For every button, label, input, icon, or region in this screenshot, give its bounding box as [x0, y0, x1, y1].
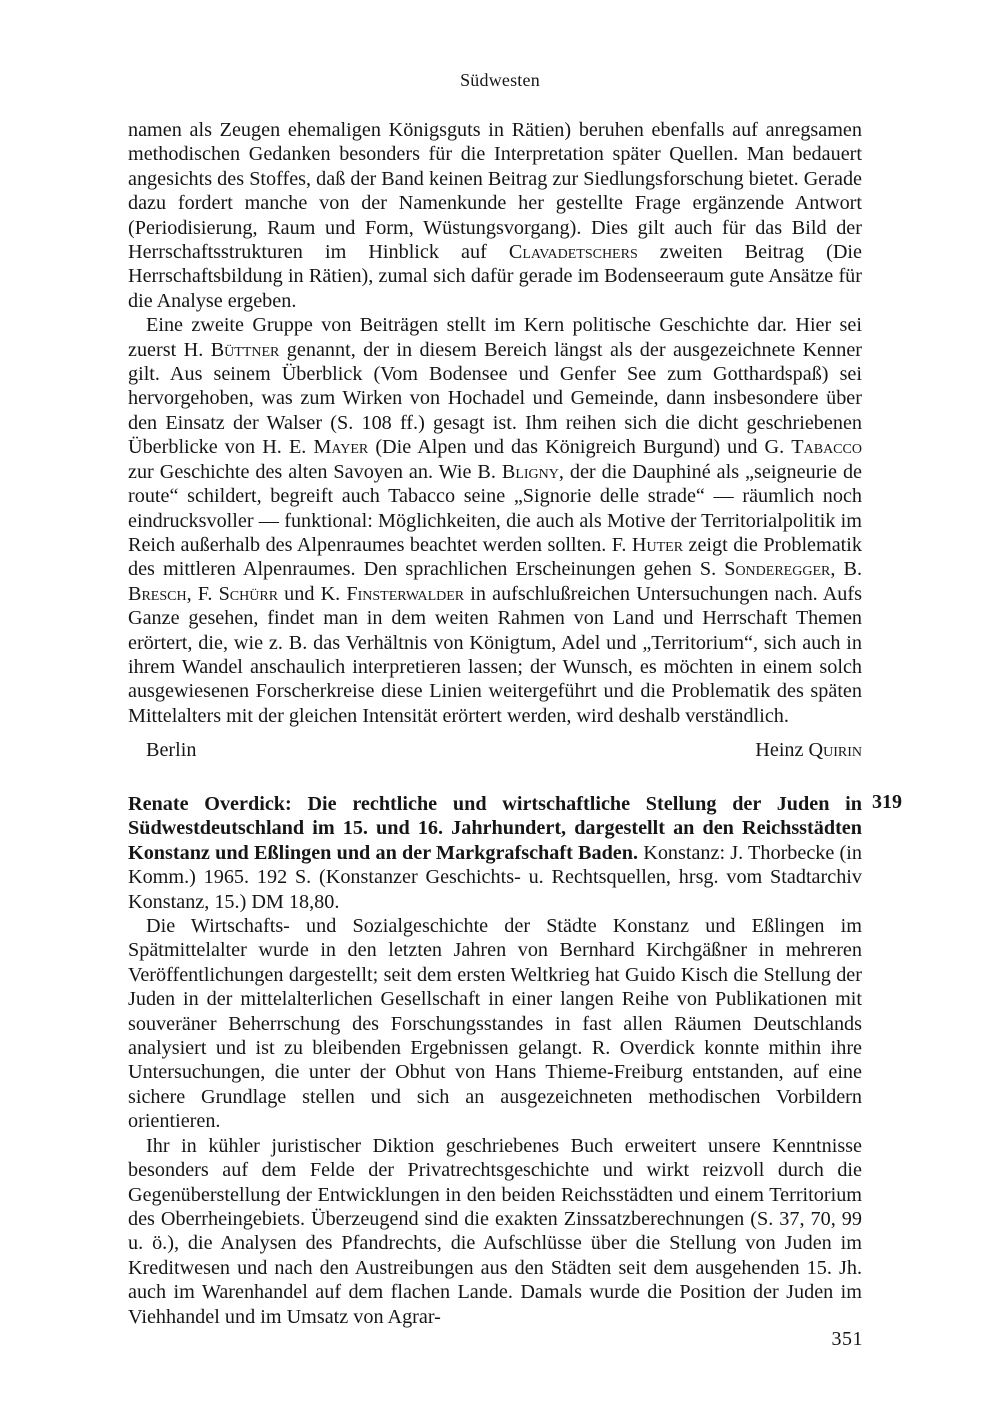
author-name-smallcaps: Tabacco [791, 436, 862, 459]
author-name-smallcaps: Mayer [313, 436, 369, 459]
text-run: , der die Dauphiné als „seigneurie de route“ schildert, begreift auch Tabacco seine „Signorie delle strade“ — räumlich noch eindrucksvoller — funktional: Möglichkeiten, die auch als Motive der Territorialpolitik im Reich außerhalb des Alpenraumes beachtet werden sollten. F. [128, 460, 862, 556]
review-number: 319 [872, 791, 902, 813]
text-run: in aufschlußreichen Untersuchungen nach. Aufs Ganze gesehen, findet man in dem weiten Rahmen von Land und Herrschaft Themen erörtert, die, wie z. B. das Verhältnis von Königtum, Adel und „Territorium“, sich auch in ihrem Wandel anschaulich interpretieren lassen; der Wunsch, es möchten in einem solch ausgewiesenen Forscherkreise diese Linien weitergeführt und die Problematik des späten Mittelalters mit der gleichen Intensität erörtert werden, wird deshalb verständlich. [128, 582, 862, 727]
paragraph [128, 118, 862, 313]
text-run: und K. [278, 582, 347, 605]
text-run: zweiten Beitrag (Die Herrschaftsbildung in Rätien), zumal sich dafür gerade im Bodenseeraum gute Ansätze für die Analyse ergeben. [128, 241, 862, 312]
paragraph: Die Wirtschafts- und Sozialgeschichte der Städte Konstanz und Eßlingen im Spätmittelalter wurde in den letzten Jahren von Bernhard Kirchgäßner in mehreren Veröffentlichungen dargestellt; seit dem ersten Weltkrieg hat Guido Kisch die Stellung der Juden in der mittelalterlichen Gesellschaft in einer langen Reihe von Publikationen mit souveräner Beherrschung des Forschungsstandes in fast allen Räumen Deutschlands analysiert und ist zu bleibenden Ergebnissen gelangt. R. Overdick konnte mithin ihre Untersuchungen, die unter der Obhut von Hans Thieme-Freiburg entstanden, auf eine sichere Grundlage stellen und sich an ausgezeichneten methodischen Vorbildern orientieren. [128, 915, 862, 1133]
text-run: zur Geschichte des alten Savoyen an. Wie B. [128, 460, 502, 483]
reviewer-last-name: Quirin [808, 739, 862, 761]
review-overdick [128, 792, 862, 1329]
review-title: Renate Overdick: Die rechtliche und wirtschaftliche Stellung der Juden in Südwestdeutschland im 15. und 16. Jahrhundert, dargestellt an den Reichsstädten Konstanz und Eßlingen und an der Markgrafschaft Baden. [128, 793, 862, 864]
text-run: namen als Zeugen ehemaligen Königsguts in Rätien) beruhen ebenfalls auf anregsamen methodischen Gedanken besonders für die Interpretation später Quellen. Man bedauert angesichts des Stoffes, daß der Band keinen Beitrag zur Siedlungsforschung bietet. Gerade dazu fordert manche von der Namenkunde her gestellte Frage ergänzende Antwort (Periodisierung, Raum und Form, Wüstungsvorgang). Dies gilt auch für das Bild der Herrschaftsstrukturen im Hinblick auf [128, 119, 862, 264]
author-name-smallcaps: Finsterwalder [346, 582, 465, 605]
text-run: , F. [186, 582, 219, 605]
author-name-smallcaps: Büttner [210, 338, 280, 361]
text-run: Eine zweite Gruppe von Beiträgen stellt im Kern politische Geschichte dar. Hier sei zuerst H. [128, 314, 862, 361]
text-run: zeigt die Problematik des mittleren Alpenraumes. Den sprachlichen Erscheinungen gehen S. [128, 533, 862, 581]
review-continuation [128, 118, 862, 728]
bibliographic-details: Konstanz: J. Thorbecke (in Komm.) 1965. 192 S. (Konstanzer Geschichts- u. Rechtsquellen, hrsg. vom Stadtarchiv Konstanz, 15.) DM 18,80. [128, 841, 862, 913]
reviewer-name [755, 738, 862, 762]
running-head: Südwesten [460, 70, 540, 90]
paragraph [128, 313, 862, 728]
author-name-smallcaps: Clavadetschers [508, 241, 638, 264]
author-name-smallcaps: Huter [631, 533, 684, 556]
paragraph: Ihr in kühler juristischer Diktion geschriebenes Buch erweitert unsere Kenntnisse besonders auf dem Felde der Privatrechtsgeschichte und wirkt reizvoll durch die Gegenüberstellung der Entwicklungen in den beiden Reichsstädten und einem Territorium des Oberrheingebiets. Überzeugend sind die exakten Zinssatzberechnungen (S. 37, 70, 99 u. ö.), die Analysen des Pfandrechts, die Aufschlüsse über die Stellung von Juden im Kreditwesen und nach den Austreibungen aus den Städten seit dem ausgehenden 15. Jh. auch im Warenhandel auf dem flachen Lande. Damals wurde die Position der Juden im Viehhandel und im Umsatz von Agrar- [128, 1134, 862, 1328]
author-name-smallcaps: Schürr [218, 582, 279, 605]
reviewer-first-name: Heinz [755, 739, 809, 761]
author-name-smallcaps: Bresch [128, 582, 187, 605]
author-name-smallcaps: Bligny [501, 460, 559, 483]
page-number: 351 [831, 1328, 863, 1350]
review-heading [128, 792, 862, 914]
text-run: , B. [830, 558, 862, 581]
reviewer-place: Berlin [146, 739, 197, 761]
text-run: (Die Alpen und das Königreich Burgund) und G. [368, 436, 792, 459]
text-run: genannt, der in diesem Bereich längst als der ausgezeichnete Kenner gilt. Aus seinem Überblick (Vom Bodensee und Genfer See zum Gotthardspaß) sei hervorgehoben, was zum Wirken von Hochadel und Gemeinde, dann insbesondere über den Einsatz der Walser (S. 108 ff.) gesagt ist. Ihm reihen sich die dicht geschriebenen Überblicke von H. E. [128, 338, 863, 459]
author-name-smallcaps: Sonderegger [724, 558, 831, 581]
